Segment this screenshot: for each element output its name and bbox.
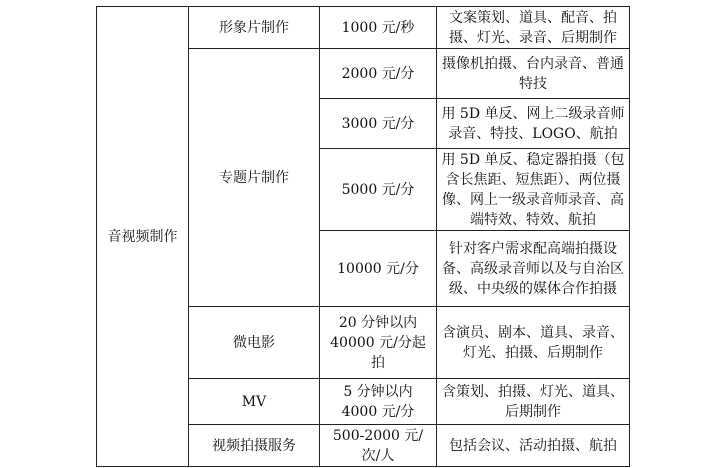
- description-cell: 针对客户需求配高端拍摄设备、高级录音师以及与自治区级、中央级的媒体合作拍摄: [437, 231, 630, 307]
- price-cell: 5000 元/分: [320, 149, 437, 231]
- category-cell: 音视频制作: [97, 7, 189, 467]
- subcategory-cell: 专题片制作: [189, 49, 320, 307]
- price-cell: 5 分钟以内 4000 元/分: [320, 379, 437, 425]
- subcategory-cell: MV: [189, 379, 320, 425]
- subcategory-cell: 形象片制作: [189, 7, 320, 49]
- pricing-table: [96, 6, 630, 467]
- description-cell: 含策划、拍摄、灯光、道具、后期制作: [437, 379, 630, 425]
- description-cell: 用 5D 单反、网上二级录音师录音、特技、LOGO、航拍: [437, 99, 630, 149]
- price-cell: 3000 元/分: [320, 99, 437, 149]
- price-cell: 1000 元/秒: [320, 7, 437, 49]
- table-row: [97, 7, 630, 49]
- description-cell: 文案策划、道具、配音、拍摄、灯光、录音、后期制作: [437, 7, 630, 49]
- price-cell: 500-2000 元/次/人: [320, 425, 437, 467]
- price-cell: 10000 元/分: [320, 231, 437, 307]
- subcategory-cell: 视频拍摄服务: [189, 425, 320, 467]
- subcategory-cell: 微电影: [189, 307, 320, 379]
- price-cell: 2000 元/分: [320, 49, 437, 99]
- description-cell: 包括会议、活动拍摄、航拍: [437, 425, 630, 467]
- price-cell: 20 分钟以内 40000 元/分起拍: [320, 307, 437, 379]
- description-cell: 摄像机拍摄、台内录音、普通特技: [437, 49, 630, 99]
- description-cell: 用 5D 单反、稳定器拍摄（包含长焦距、短焦距）、两位摄像、网上一级录音师录音、高端特效、特效、航拍: [437, 149, 630, 231]
- description-cell: 含演员、剧本、道具、录音、灯光、拍摄、后期制作: [437, 307, 630, 379]
